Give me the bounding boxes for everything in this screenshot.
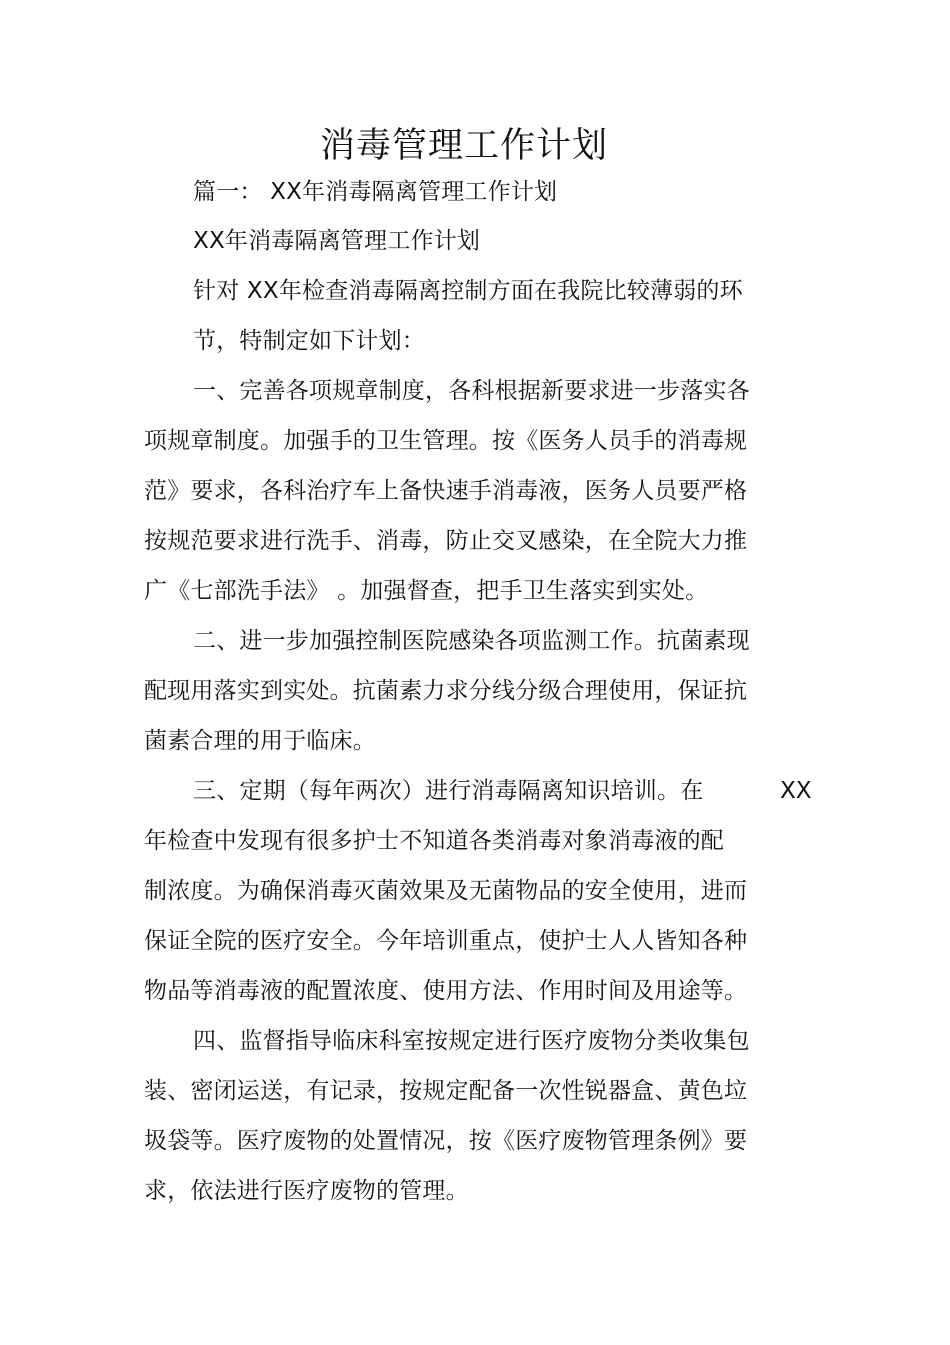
paragraph-line: 年检查中发现有很多护士不知道各类消毒对象消毒液的配 [144,828,724,854]
section-heading: 篇一： XX年消毒隔离管理工作计划 [193,179,558,205]
subtitle-line: XX年消毒隔离管理工作计划 [193,228,481,254]
paragraph-line: 圾袋等。医疗废物的处置情况，按《医疗废物管理条例》要 [144,1128,748,1154]
paragraph-line: 范》要求，各科治疗车上备快速手消毒液，医务人员要严格 [144,478,748,504]
paragraph-line: 项规章制度。加强手的卫生管理。按《医务人员手的消毒规 [144,428,748,454]
paragraph-line: 装、密闭运送，有记录，按规定配备一次性锐器盒、黄色垃 [144,1078,748,1104]
document-title: 消毒管理工作计划 [319,126,608,166]
paragraph-line: 广《七部洗手法》 。加强督查，把手卫生落实到实处。 [144,578,709,604]
floating-xx-text: XX [780,778,812,804]
paragraph-line: 节，特制定如下计划： [193,328,425,354]
paragraph-line: 配现用落实到实处。抗菌素力求分线分级合理使用，保证抗 [144,678,748,704]
paragraph-line: 求，依法进行医疗废物的管理。 [144,1178,469,1204]
paragraph-line: 保证全院的医疗安全。今年培训重点，使护士人人皆知各种 [144,928,748,954]
paragraph-line: 菌素合理的用于临床。 [144,728,376,754]
paragraph-line: 针对 XX年检查消毒隔离控制方面在我院比较薄弱的环 [193,278,743,304]
paragraph-line: 物品等消毒液的配置浓度、使用方法、作用时间及用途等。 [144,978,748,1004]
paragraph-line: 四、监督指导临床科室按规定进行医疗废物分类收集包 [193,1028,750,1054]
paragraph-line: 按规范要求进行洗手、消毒，防止交叉感染，在全院大力推 [144,528,748,554]
paragraph-line: 三、定期（每年两次）进行消毒隔离知识培训。在 [193,778,704,804]
paragraph-line: 制浓度。为确保消毒灭菌效果及无菌物品的安全使用，进而 [144,878,748,904]
paragraph-line: 一、完善各项规章制度，各科根据新要求进一步落实各 [193,378,750,404]
paragraph-line: 二、进一步加强控制医院感染各项监测工作。抗菌素现 [193,628,750,654]
